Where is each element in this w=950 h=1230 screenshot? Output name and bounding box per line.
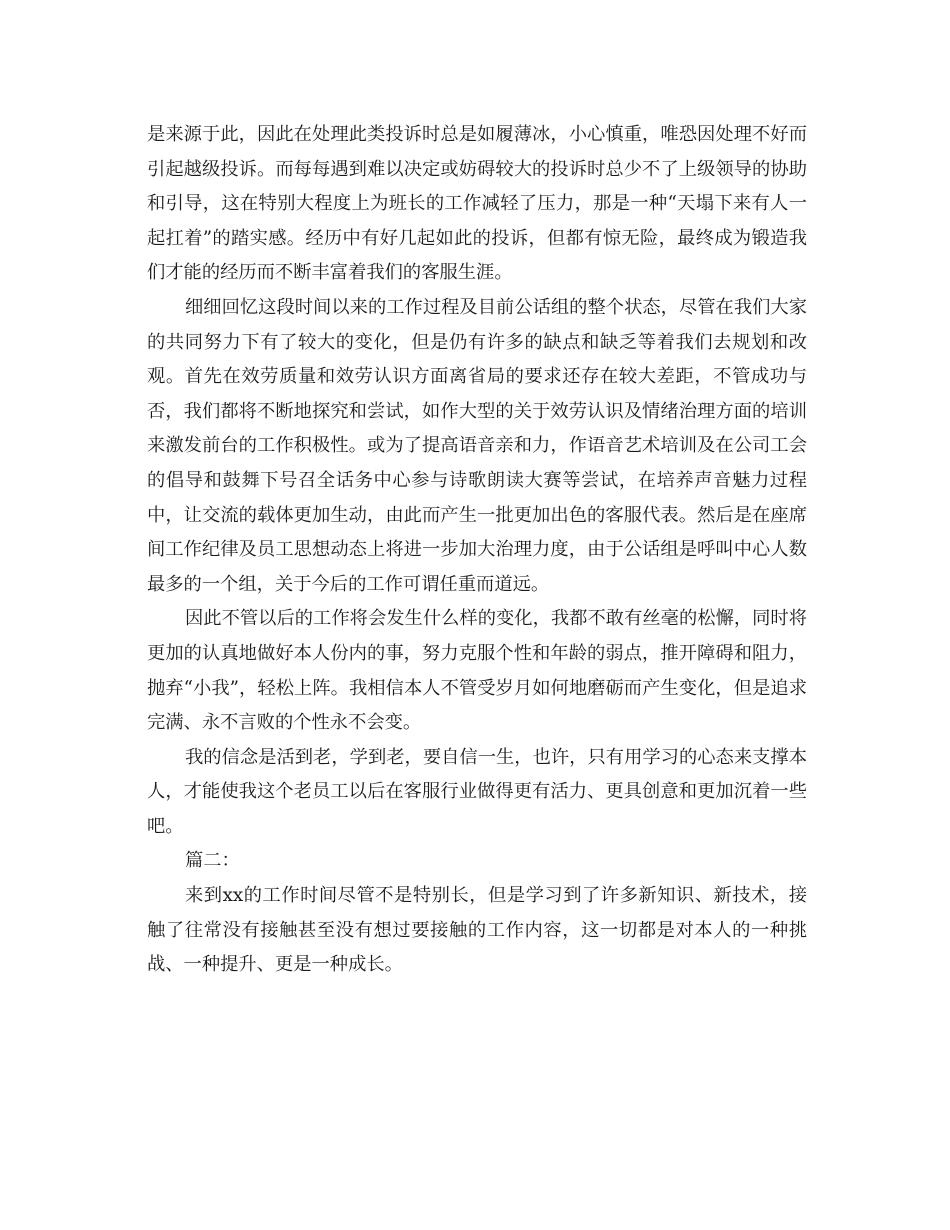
paragraph-5: 来到xx的工作时间尽管不是特别长，但是学习到了许多新知识、新技术，接触了往常没有接触甚至没有想过要接触的工作内容，这一切都是对本人的一种挑战、一种提升、更是一种成长。 [147, 885, 807, 976]
paragraph-2: 细细回忆这段时间以来的工作过程及目前公话组的整个状态，尽管在我们大家的共同努力下有了较大的变化，但是仍有许多的缺点和缺乏等着我们去规划和改观。首先在效劳质量和效劳认识方面离省局的要求还存在较大差距，不管成功与否，我们都将不断地探究和尝试，如作大型的关于效劳认识及情绪治理方面的培训来激发前台的工作积极性。或为了提高语音亲和力，作语音艺术培训及在公司工会的倡导和鼓舞下号召全话务中心参与诗歌朗读大赛等尝试，在培养声音魅力过程中，让交流的载体更加生动，由此而产生一批更加出色的客服代表。然后是在座席间工作纪律及员工思想动态上将进一步加大治理力度，由于公话组是呼叫中心人数最多的一个组，关于今后的工作可谓任重而道远。 [147, 296, 807, 595]
paragraph-3: 因此不管以后的工作将会发生什么样的变化，我都不敢有丝毫的松懈，同时将更加的认真地做好本人份内的事，努力克服个性和年龄的弱点，推开障碍和阻力，抛弃“小我”，轻松上阵。我相信本人不管受岁月如何地磨砺而产生变化，但是追求完满、永不言败的个性永不会变。 [147, 608, 807, 734]
paragraph-4: 我的信念是活到老，学到老，要自信一生，也许，只有用学习的心态来支撑本人，才能使我这个老员工以后在客服行业做得更有活力、更具创意和更加沉着一些吧。 [147, 746, 807, 837]
paragraph-1: 是来源于此，因此在处理此类投诉时总是如履薄冰，小心慎重，唯恐因处理不好而引起越级投诉。而每每遇到难以决定或妨碍较大的投诉时总少不了上级领导的协助和引导，这在特别大程度上为班长的工作减轻了压力，那是一种“天塌下来有人一起扛着”的踏实感。经历中有好几起如此的投诉，但都有惊无险，最终成为锻造我们才能的经历而不断丰富着我们的客服生涯。 [147, 124, 807, 284]
section-heading: 篇二： [185, 850, 240, 872]
document-body [147, 118, 807, 983]
